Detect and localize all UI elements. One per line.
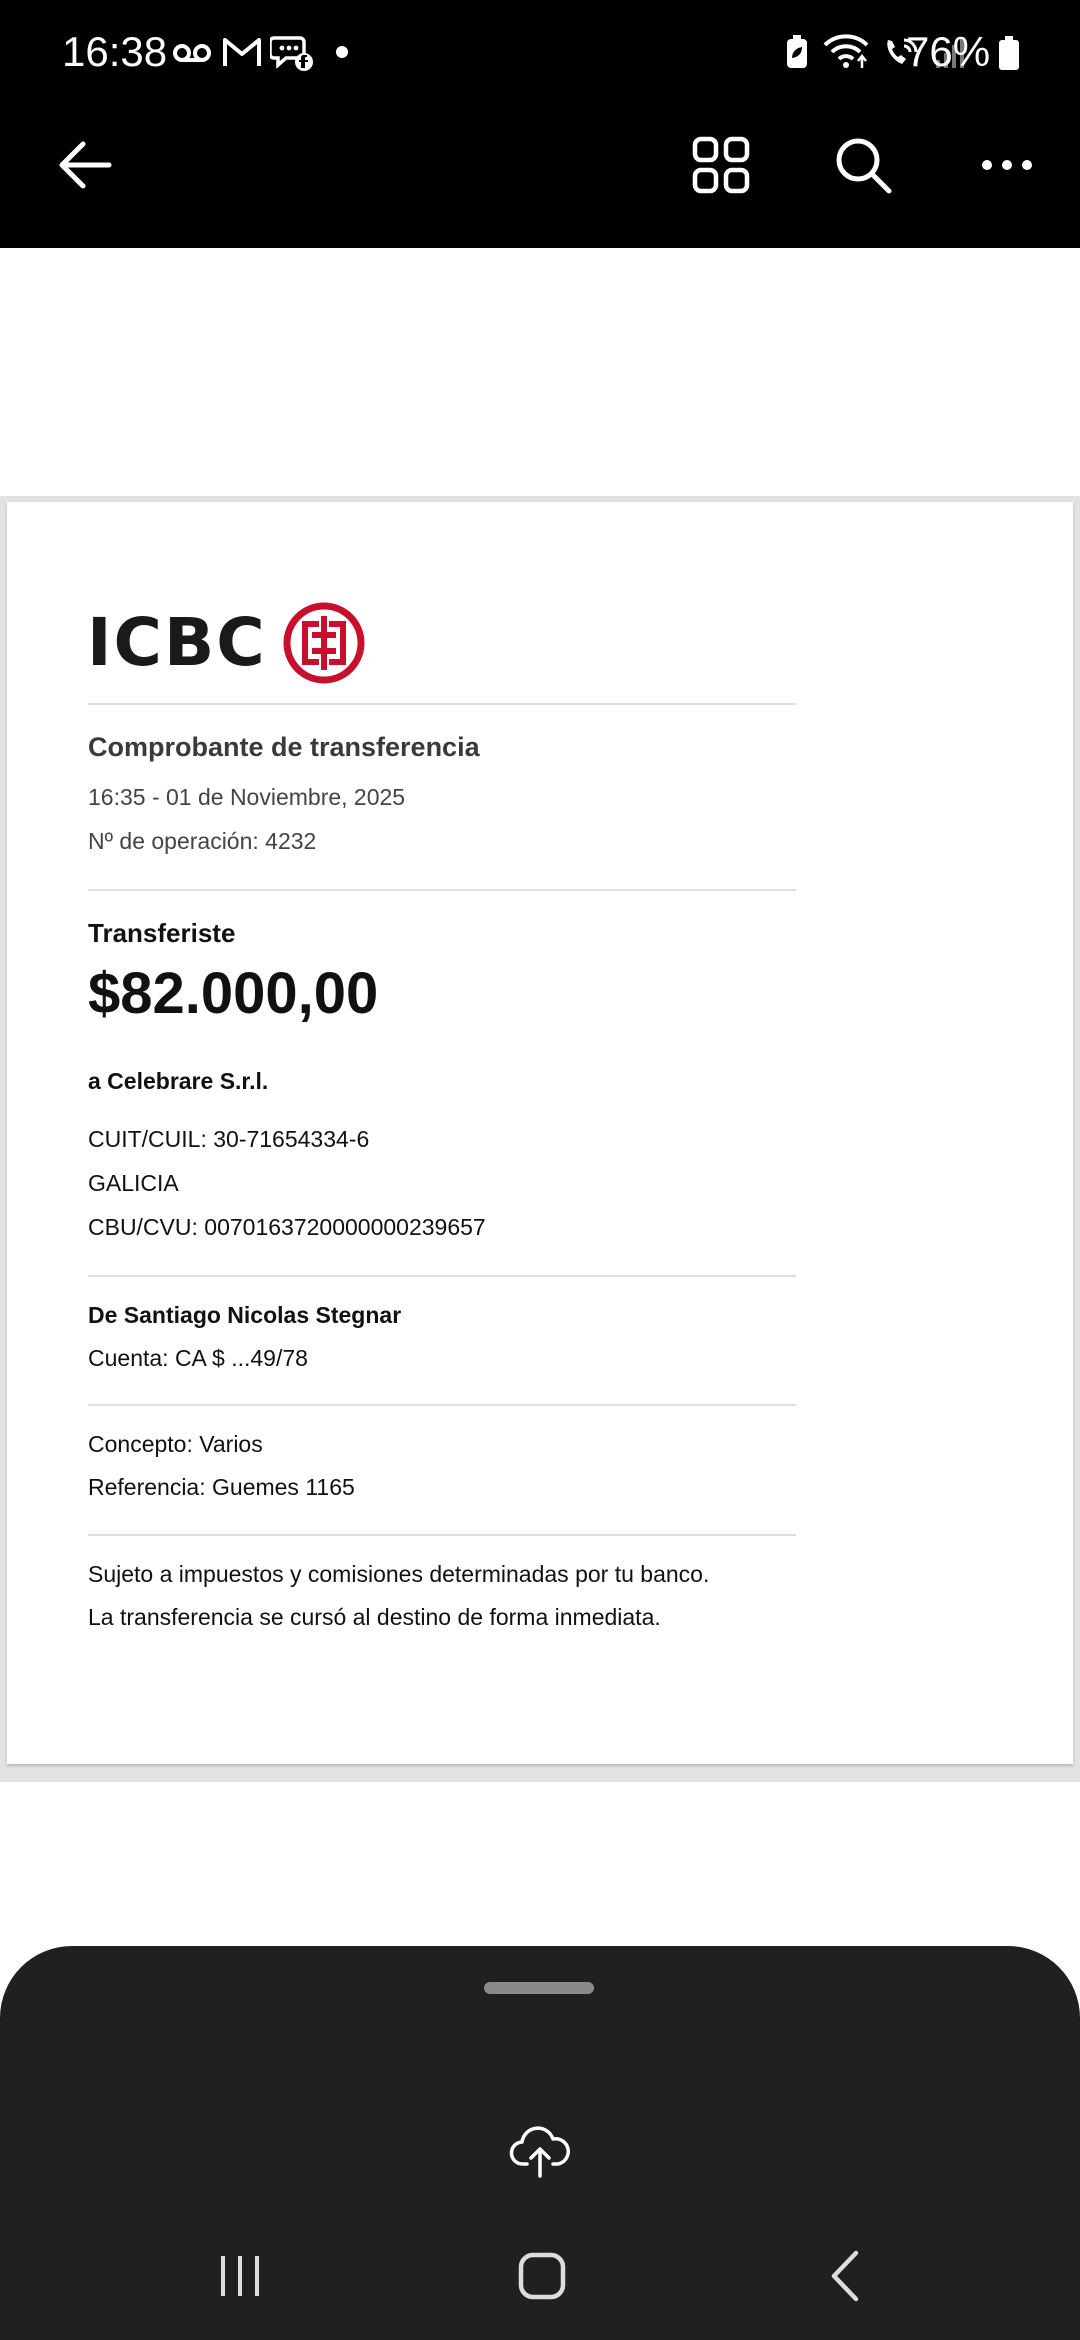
home-icon	[516, 2250, 568, 2302]
receipt-title: Comprobante de transferencia	[88, 732, 480, 762]
upload-cloud-icon	[509, 2124, 571, 2180]
recent-apps-button[interactable]	[190, 2236, 290, 2316]
recipient-bank: GALICIA	[88, 1170, 179, 1196]
bottom-sheet	[0, 1946, 1080, 2340]
icbc-emblem-icon	[283, 602, 365, 684]
recipient-cuit: CUIT/CUIL: 30-71654334-6	[88, 1126, 370, 1152]
search-icon	[833, 135, 893, 195]
battery-icon	[998, 36, 1020, 70]
battery-percentage: 76%	[906, 28, 991, 75]
recipient-cbu: CBU/CVU: 0070163720000000239657	[88, 1214, 486, 1240]
disclaimer-taxes: Sujeto a impuestos y comisiones determinadas por tu banco.	[88, 1561, 710, 1587]
status-time: 16:38	[62, 28, 168, 75]
grid-view-button[interactable]	[676, 120, 766, 210]
receipt-datetime: 16:35 - 01 de Noviembre, 2025	[88, 784, 406, 810]
sheet-drag-handle[interactable]	[484, 1982, 594, 1994]
notification-dot-icon	[322, 42, 352, 62]
upload-button[interactable]	[500, 2112, 580, 2192]
messenger-icon	[270, 32, 314, 72]
divider	[88, 703, 796, 705]
bank-logo	[87, 602, 365, 684]
nav-back-button[interactable]	[796, 2236, 896, 2316]
recipient-name: a Celebrare S.r.l.	[88, 1068, 269, 1094]
disclaimer-immediate: La transferencia se cursó al destino de forma inmediata.	[88, 1604, 661, 1630]
grid-view-icon	[691, 135, 751, 195]
top-app-bar	[0, 0, 1080, 248]
back-icon	[826, 2249, 866, 2303]
divider	[88, 1275, 796, 1277]
more-options-icon	[979, 155, 1035, 175]
transfer-concept: Concepto: Varios	[88, 1431, 263, 1457]
wifi-icon	[822, 33, 870, 71]
divider	[88, 1534, 796, 1536]
sender-name: De Santiago Nicolas Stegnar	[88, 1302, 402, 1328]
gmail-icon	[222, 36, 262, 68]
voicemail-icon	[172, 37, 214, 67]
status-notification-icons	[172, 30, 352, 74]
transfer-reference: Referencia: Guemes 1165	[88, 1474, 355, 1500]
transfer-amount: $82.000,00	[88, 961, 379, 1026]
home-button[interactable]	[492, 2236, 592, 2316]
transfer-label: Transferiste	[88, 918, 236, 948]
more-options-button[interactable]	[962, 120, 1052, 210]
back-button[interactable]	[40, 120, 130, 210]
search-button[interactable]	[818, 120, 908, 210]
battery-saver-icon	[784, 34, 810, 70]
bank-logo-text: ICBC	[87, 604, 267, 681]
sender-account: Cuenta: CA $ ...49/78	[88, 1345, 308, 1371]
receipt-page	[7, 502, 1073, 1764]
back-arrow-icon	[57, 140, 113, 190]
document-viewer[interactable]	[0, 496, 1080, 1782]
divider	[88, 889, 796, 891]
operation-number: Nº de operación: 4232	[88, 828, 317, 854]
recent-apps-icon	[215, 2251, 265, 2301]
divider	[88, 1404, 796, 1406]
